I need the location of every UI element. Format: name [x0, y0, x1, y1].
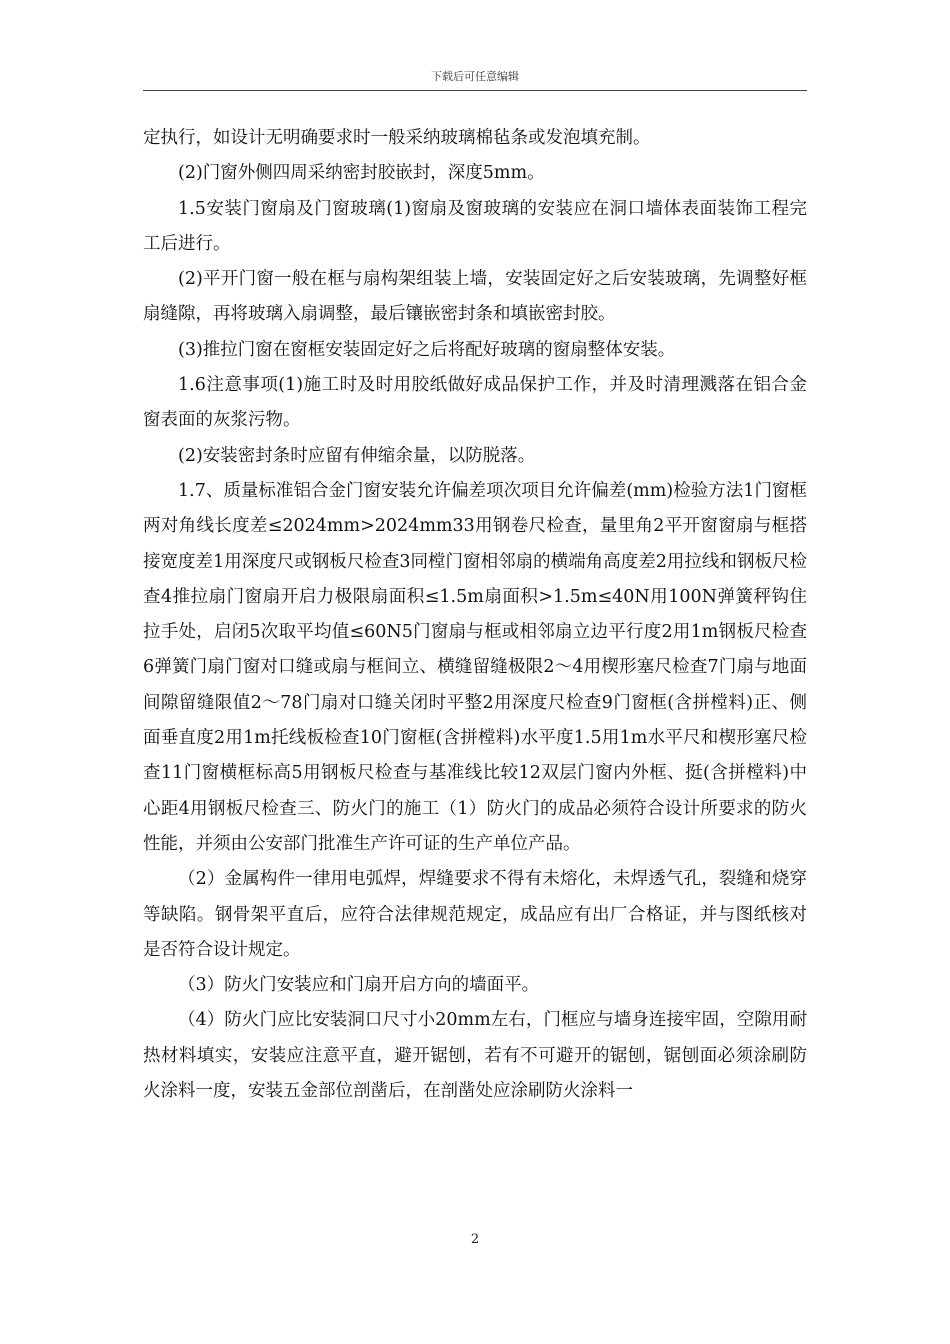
page-header: 下载后可任意编辑	[431, 70, 519, 83]
paragraph-5: (3)推拉门窗在窗框安装固定好之后将配好玻璃的窗扇整体安装。	[178, 339, 676, 360]
paragraph-9: （2）金属构件一律用电弧焊，焊缝要求不得有未熔化，未焊透气孔，裂缝和烧穿等缺陷。钢骨架平直后，应符合法律规范规定，成品应有出厂合格证，并与图纸核对是否符合设计规定。	[143, 869, 807, 960]
paragraph-4: (2)平开门窗一般在框与扇构架组装上墙，安装固定好之后安装玻璃，先调整好框扇缝隙，再将玻璃入扇调整，最后镶嵌密封条和填嵌密封胶。	[143, 269, 807, 325]
header-rule	[143, 90, 807, 91]
paragraph-1: 定执行，如设计无明确要求时一般采纳玻璃棉毡条或发泡填充制。	[143, 128, 651, 148]
paragraph-2: (2)门窗外侧四周采纳密封胶嵌封，深度5mm。	[178, 163, 545, 184]
paragraph-3: 1.5安装门窗扇及门窗玻璃(1)窗扇及窗玻璃的安装应在洞口墙体表面装饰工程完工后进行。	[143, 198, 807, 254]
paragraph-6: 1.6注意事项(1)施工时及时用胶纸做好成品保护工作，并及时清理溅落在铝合金窗表面的灰浆污物。	[143, 375, 807, 431]
paragraph-11: （4）防火门应比安装洞口尺寸小20mm左右，门框应与墙身连接牢固，空隙用耐热材料填实，安装应注意平直，避开锯刨，若有不可避开的锯刨，锯刨面必须涂刷防火涂料一度，安装五金部位剖凿后，在剖凿处应涂刷防火涂料一	[143, 1010, 807, 1102]
paragraph-10: （3）防火门安装应和门扇开启方向的墙面平。	[178, 975, 540, 996]
document-body	[143, 121, 807, 1109]
paragraph-8: 1.7、质量标准铝合金门窗安装允许偏差项次项目允许偏差(mm)检验方法1门窗框两对角线长度差≤2024mm>2024mm33用钢卷尺检查，量里角2平开窗窗扇与框搭接宽度差1用深度尺或钢板尺检查3同樘门窗相邻扇的横端角高度差2用拉线和钢板尺检查4推拉扇门窗扇开启力极限扇面积≤1.5m扇面积>1.5m≤40N用100N弹簧秤钩住拉手处，启闭5次取平均值≤60N5门窗扇与框或相邻扇立边平行度2用1m钢板尺检查6弹簧门扇门窗对口缝或扇与框间立、横缝留缝极限2～4用楔形塞尺检查7门扇与地面间隙留缝限值2～78门扇对口缝关闭时平整2用深度尺检查9门窗框(含拼樘料)正、侧面垂直度2用1m托线板检查10门窗框(含拼樘料)水平度1.5用1m水平尺和楔形塞尺检查11门窗横框标高5用钢板尺检查与基准线比较12双层门窗内外框、挺(含拼樘料)中心距4用钢板尺检查三、防火门的施工（1）防火门的成品必须符合设计所要求的防火性能，并须由公安部门批准生产许可证的生产单位产品。	[143, 480, 807, 854]
page-number: 2	[470, 1232, 480, 1247]
paragraph-7: (2)安装密封条时应留有伸缩余量，以防脱落。	[178, 445, 536, 466]
